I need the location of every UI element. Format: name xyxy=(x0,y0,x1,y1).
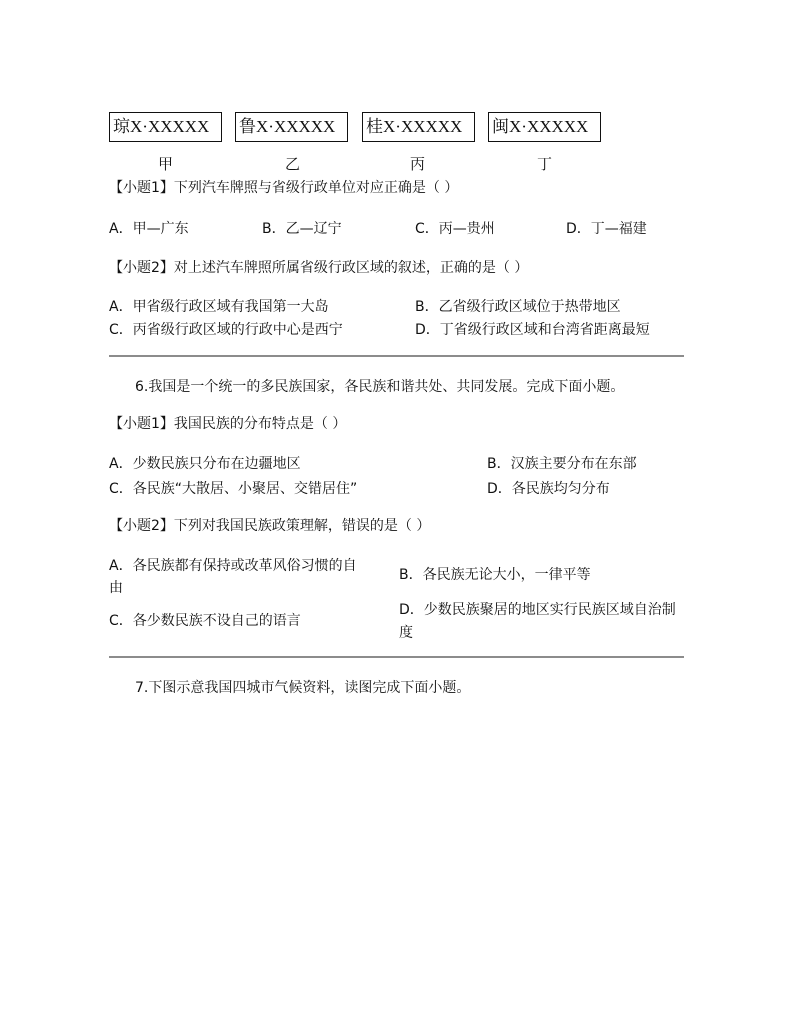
q6-sub1-option-c: C．各民族“大散居、小聚居、交错居住” xyxy=(109,481,358,497)
q5-sub1-option-b: B．乙—辽宁 xyxy=(262,221,342,237)
q5-sub2-option-d: D．丁省级行政区域和台湾省距离最短 xyxy=(415,322,650,338)
plate-yi: 鲁X·XXXXX xyxy=(235,112,348,142)
section-divider xyxy=(109,656,684,658)
plate-label-ding: 丁 xyxy=(537,155,553,173)
plate-bing: 桂X·XXXXX xyxy=(362,112,475,142)
q6-sub1-stem: 【小题1】我国民族的分布特点是（ ） xyxy=(109,416,347,432)
plate-jia: 琼X·XXXXX xyxy=(109,112,222,142)
q6-sub2-option-b: B．各民族无论大小，一律平等 xyxy=(399,567,591,583)
q5-sub2-option-a: A．甲省级行政区域有我国第一大岛 xyxy=(109,299,329,315)
license-plates xyxy=(109,112,609,144)
q6-sub1-option-b: B．汉族主要分布在东部 xyxy=(487,456,637,472)
q5-sub2-stem: 【小题2】对上述汽车牌照所属省级行政区域的叙述，正确的是（ ） xyxy=(109,260,529,276)
q6-sub1-option-a: A．少数民族只分布在边疆地区 xyxy=(109,456,301,472)
q6-intro: 6.我国是一个统一的多民族国家，各民族和谐共处、共同发展。完成下面小题。 xyxy=(135,379,625,395)
q6-sub2-option-c: C．各少数民族不设自己的语言 xyxy=(109,613,301,629)
q5-sub2-option-c: C．丙省级行政区域的行政中心是西宁 xyxy=(109,322,343,338)
plate-label-yi: 乙 xyxy=(285,155,301,173)
q5-sub1-option-d: D．丁—福建 xyxy=(566,221,647,237)
q6-sub2-option-a-line1: A．各民族都有保持或改革风俗习惯的自 xyxy=(109,558,357,574)
q6-sub1-option-d: D．各民族均匀分布 xyxy=(487,481,610,497)
q6-sub2-option-a-line2: 由 xyxy=(109,580,123,596)
q6-sub2-stem: 【小题2】下列对我国民族政策理解，错误的是（ ） xyxy=(109,518,431,534)
q6-sub2-option-d-line1: D．少数民族聚居的地区实行民族区域自治制 xyxy=(399,602,676,618)
q5-sub1-option-c: C．丙—贵州 xyxy=(415,221,495,237)
q6-sub2-option-d-line2: 度 xyxy=(399,625,413,641)
plate-label-jia: 甲 xyxy=(158,155,174,173)
plate-ding: 闽X·XXXXX xyxy=(488,112,601,142)
q5-sub1-option-a: A．甲—广东 xyxy=(109,221,189,237)
q7-intro: 7.下图示意我国四城市气候资料，读图完成下面小题。 xyxy=(135,680,471,696)
q5-sub2-option-b: B．乙省级行政区域位于热带地区 xyxy=(415,299,621,315)
q5-sub1-stem: 【小题1】下列汽车牌照与省级行政单位对应正确是（ ） xyxy=(109,180,459,196)
plate-label-bing: 丙 xyxy=(410,155,426,173)
section-divider xyxy=(109,355,684,357)
